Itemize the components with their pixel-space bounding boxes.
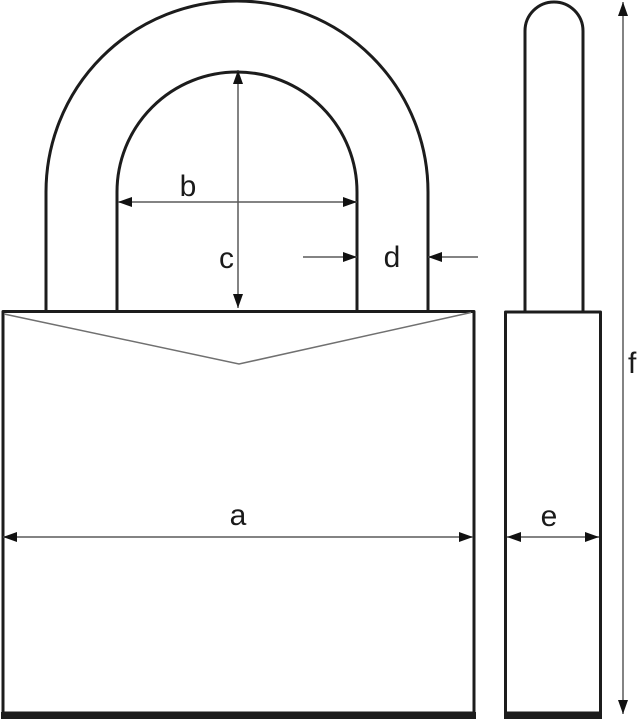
- dim-e-label: e: [540, 500, 558, 533]
- front-shackle-outer-outline: [46, 1, 428, 310]
- side-shackle-outline: [525, 2, 583, 312]
- dim-a-label: a: [229, 499, 247, 532]
- dim-b-label: b: [179, 170, 197, 203]
- front-shackle-inner-outline: [117, 72, 357, 310]
- dim-c-label: c: [219, 242, 234, 275]
- dim-d-label: d: [383, 241, 401, 274]
- padlock-side-view: [504, 2, 602, 716]
- front-body-notch-line: [4, 313, 471, 365]
- dimension-annotations: [3, 2, 637, 714]
- dim-f-label: f: [628, 347, 637, 380]
